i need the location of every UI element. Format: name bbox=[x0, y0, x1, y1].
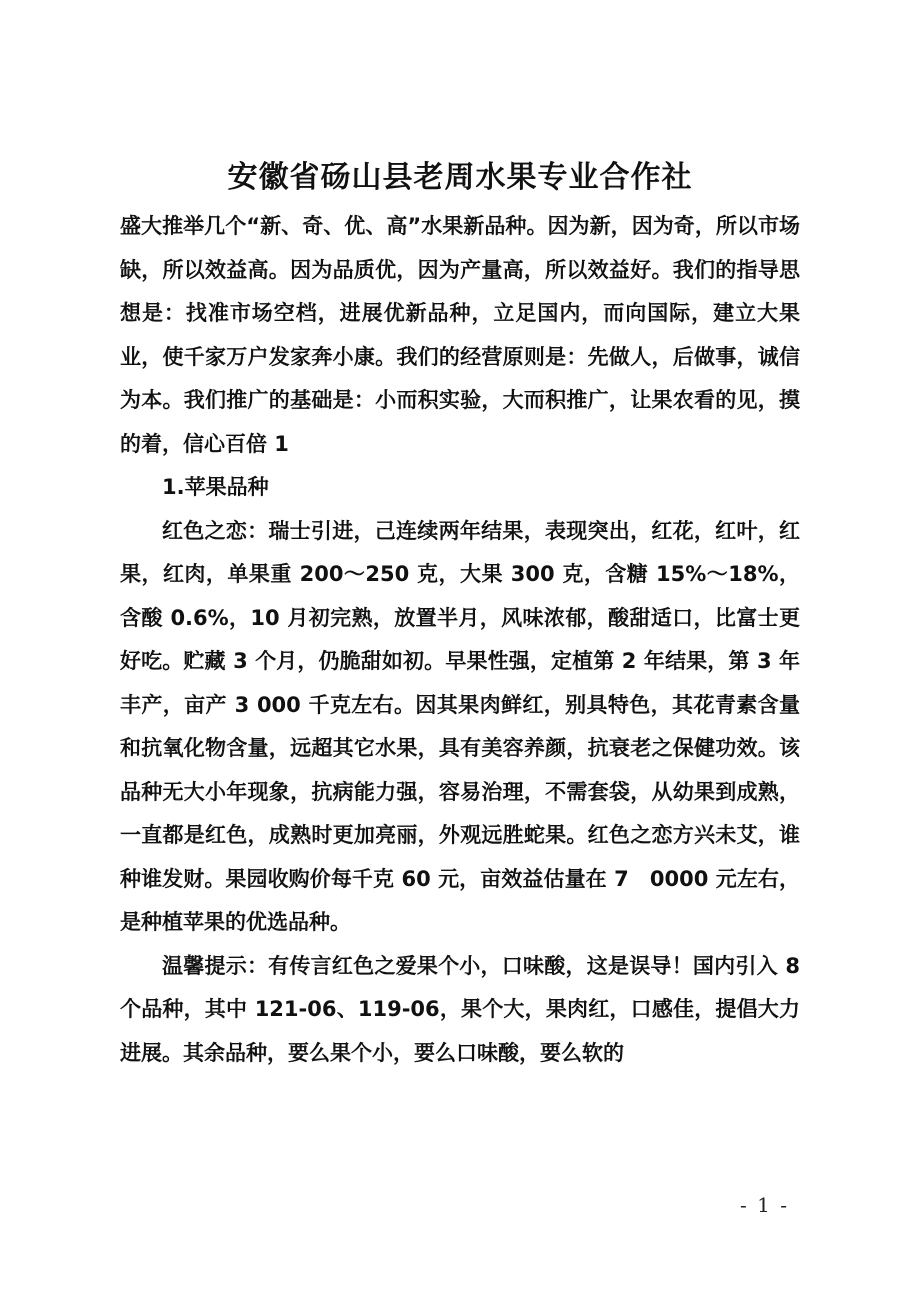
page-number: - 1 - bbox=[740, 1193, 789, 1217]
document-title: 安徽省砀山县老周水果专业合作社 bbox=[227, 160, 693, 195]
document-body bbox=[120, 205, 800, 1075]
variety-description-paragraph: 红色之恋：瑞士引进，己连续两年结果，表现突出，红花，红叶，红果，红肉，单果重 200～250 克，大果 300 克，含糖 15%～18%，含酸 0.6%，10 月初完熟，放置半月，风味浓郁，酸甜适口，比富士更好吃。贮藏 3 个月，仍脆甜如初。早果性强，定植第 2 年结果，第 3 年丰产，亩产 3 000 千克左右。因其果肉鲜红，别具特色，其花青素含量和抗氧化物含量，远超其它水果，具有美容养颜，抗衰老之保健功效。该品种无大小年现象，抗病能力强，容易治理，不需套袋，从幼果到成熟，一直都是红色，成熟时更加亮丽，外观远胜蛇果。红色之恋方兴未艾，谁种谁发财。果园收购价每千克 60 元，亩效益估量在 7 0000 元左右，是种植苹果的优选品种。 bbox=[120, 518, 800, 934]
section-heading: 1.苹果品种 bbox=[162, 475, 269, 499]
warm-tip-paragraph: 温馨提示：有传言红色之爱果个小，口味酸，这是误导！国内引入 8 个品种，其中 121-06、119-06，果个大，果肉红，口感佳，提倡大力进展。其余品种，要么果个小，要么口味酸，要么软的 bbox=[120, 953, 800, 1065]
intro-paragraph: 盛大推举几个“新、奇、优、高”水果新品种。因为新，因为奇，所以市场缺，所以效益高。因为品质优，因为产量高，所以效益好。我们的指导思想是：找准市场空档，进展优新品种，立足国内，而向国际，建立大果业，使千家万户发家奔小康。我们的经营原则是：先做人，后做事，诚信为本。我们推广的基础是：小而积实验，大而积推广，让果农看的见，摸的着，信心百倍 1 bbox=[120, 214, 800, 456]
